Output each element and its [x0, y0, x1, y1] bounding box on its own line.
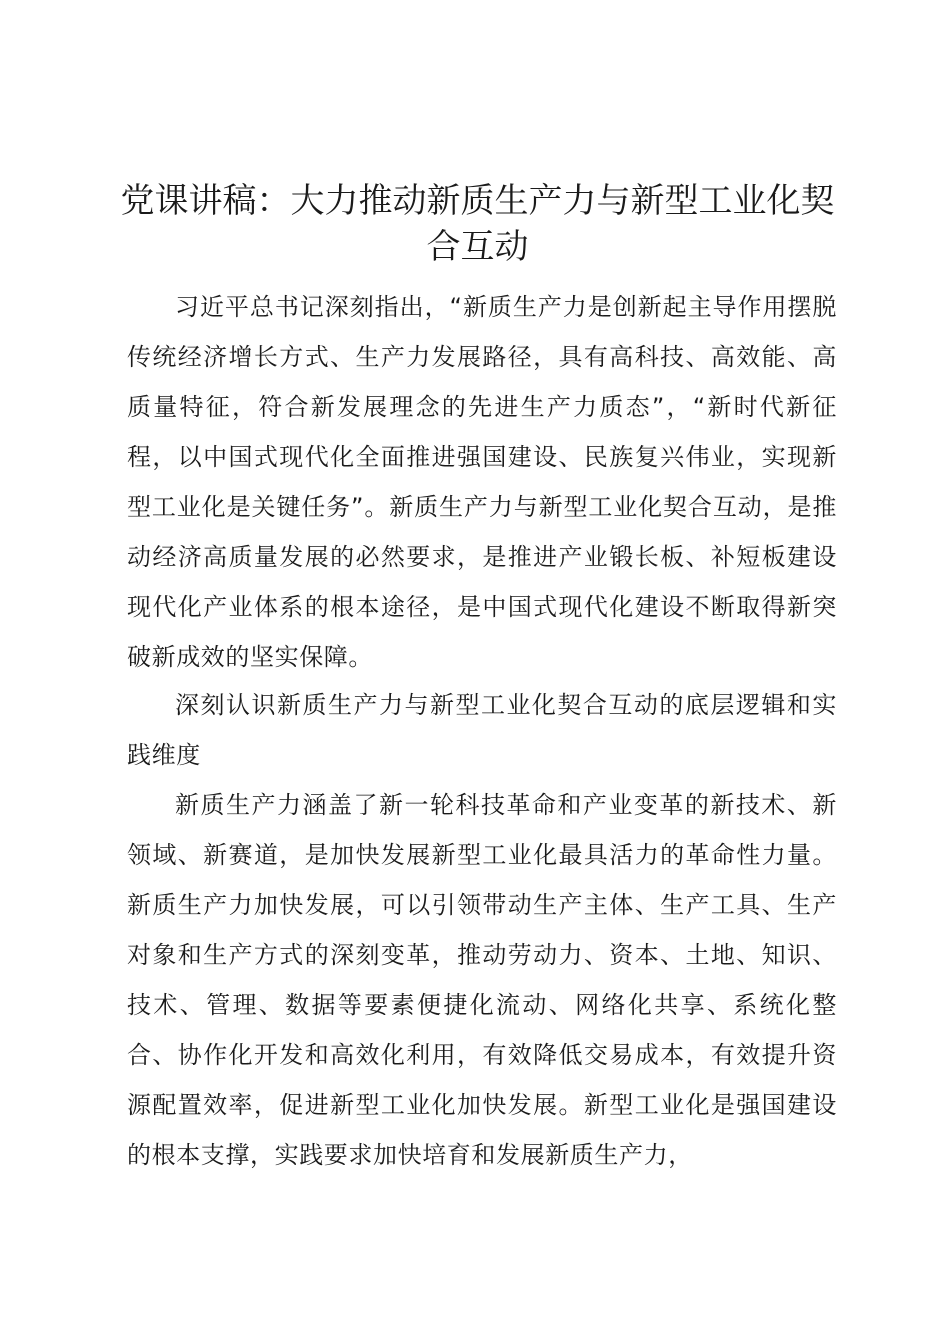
document-title: 党课讲稿：大力推动新质生产力与新型工业化契合互动 [120, 181, 835, 267]
paragraph-intro: 习近平总书记深刻指出，“新质生产力是创新起主导作用摆脱传统经济增长方式、生产力发展路径，具有高科技、高效能、高质量特征，符合新发展理念的先进生产力质态”，“新时代新征程，以中国式现代化全面推进强国建设、民族复兴伟业，实现新型工业化是关键任务”。新质生产力与新型工业化契合互动，是推动经济高质量发展的必然要求，是推进产业锻长板、补短板建设现代化产业体系的根本途径，是中国式现代化建设不断取得新突破新成效的坚实保障。 [127, 293, 837, 671]
paragraph-section-heading: 深刻认识新质生产力与新型工业化契合互动的底层逻辑和实践维度 [127, 691, 837, 769]
paragraph-body: 新质生产力涵盖了新一轮科技革命和产业变革的新技术、新领域、新赛道，是加快发展新型工业化最具活力的革命性力量。新质生产力加快发展，可以引领带动生产主体、生产工具、生产对象和生产方式的深刻变革，推动劳动力、资本、土地、知识、技术、管理、数据等要素便捷化流动、网络化共享、系统化整合、协作化开发和高效化利用，有效降低交易成本，有效提升资源配置效率，促进新型工业化加快发展。新型工业化是强国建设的根本支撑，实践要求加快培育和发展新质生产力， [127, 791, 837, 1169]
